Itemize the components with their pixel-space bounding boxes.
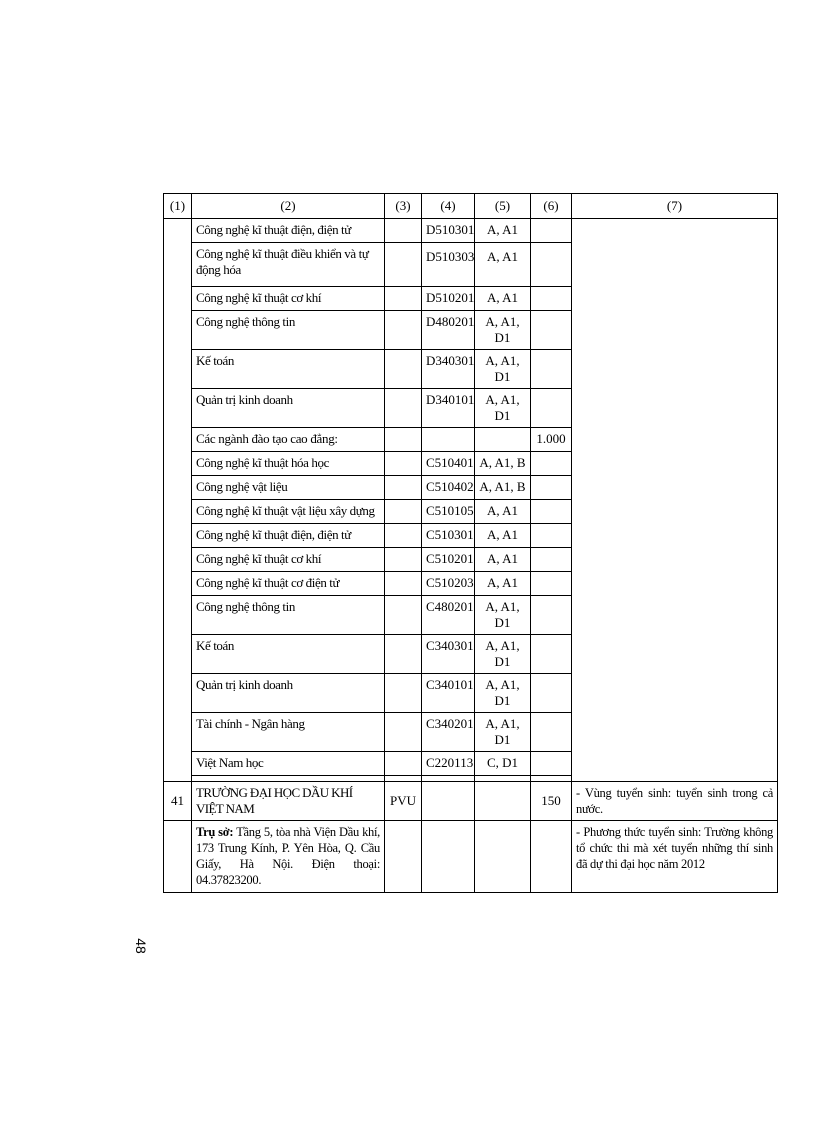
quota-cell	[531, 219, 572, 243]
major-name: Công nghệ vật liệu	[192, 476, 385, 500]
major-code: D340301	[422, 350, 475, 389]
exam-groups: C, D1	[475, 752, 531, 776]
quota-cell	[531, 713, 572, 752]
symbol-cell	[385, 713, 422, 752]
school-index: 41	[164, 782, 192, 821]
exam-groups: A, A1	[475, 243, 531, 287]
major-name: Quản trị kinh doanh	[192, 389, 385, 428]
symbol-cell	[385, 596, 422, 635]
major-name: Tài chính - Ngân hàng	[192, 713, 385, 752]
exam-groups: A, A1, D1	[475, 713, 531, 752]
quota-cell	[531, 524, 572, 548]
exam-groups: A, A1, D1	[475, 635, 531, 674]
code-cell	[422, 782, 475, 821]
quota-cell	[531, 635, 572, 674]
major-code: D510301	[422, 219, 475, 243]
exam-groups: A, A1, D1	[475, 596, 531, 635]
symbol-cell	[385, 311, 422, 350]
major-name: Công nghệ kĩ thuật vật liệu xây dựng	[192, 500, 385, 524]
major-name: Công nghệ kĩ thuật điện, điện tử	[192, 219, 385, 243]
major-code: C220113	[422, 752, 475, 776]
header-col-4: (4)	[422, 194, 475, 219]
groups-cell	[475, 821, 531, 893]
notes-cell-empty	[572, 219, 778, 782]
school-quota: 150	[531, 782, 572, 821]
symbol-cell	[385, 243, 422, 287]
major-name: Công nghệ thông tin	[192, 596, 385, 635]
symbol-cell	[385, 752, 422, 776]
code-cell	[422, 821, 475, 893]
groups-cell	[475, 428, 531, 452]
exam-groups: A, A1, D1	[475, 674, 531, 713]
exam-groups: A, A1, D1	[475, 389, 531, 428]
school-name: TRƯỜNG ĐẠI HỌC DẦU KHÍ VIỆT NAM	[192, 782, 385, 821]
header-col-3: (3)	[385, 194, 422, 219]
school-note-region: - Vùng tuyển sinh: tuyển sinh trong cả nước.	[572, 782, 778, 821]
symbol-cell	[385, 287, 422, 311]
header-col-6: (6)	[531, 194, 572, 219]
table-row	[164, 219, 778, 243]
code-cell	[422, 428, 475, 452]
major-code: C340301	[422, 635, 475, 674]
quota-cell	[531, 548, 572, 572]
header-row	[164, 194, 778, 219]
major-name: Công nghệ thông tin	[192, 311, 385, 350]
major-name: Việt Nam học	[192, 752, 385, 776]
exam-groups: A, A1, D1	[475, 311, 531, 350]
quota-cell	[531, 476, 572, 500]
major-name: Kế toán	[192, 350, 385, 389]
major-name: Công nghệ kĩ thuật cơ khí	[192, 287, 385, 311]
major-code: C510201	[422, 548, 475, 572]
major-name: Công nghệ kĩ thuật hóa học	[192, 452, 385, 476]
major-code: C340101	[422, 674, 475, 713]
quota-cell	[531, 674, 572, 713]
major-code: C480201	[422, 596, 475, 635]
exam-groups: A, A1	[475, 219, 531, 243]
major-code: C510301	[422, 524, 475, 548]
header-col-2: (2)	[192, 194, 385, 219]
exam-groups: A, A1, B	[475, 452, 531, 476]
quota-cell	[531, 821, 572, 893]
index-cell-empty	[164, 821, 192, 893]
quota-cell	[531, 389, 572, 428]
major-name: Công nghệ kĩ thuật cơ điện tử	[192, 572, 385, 596]
exam-groups: A, A1	[475, 500, 531, 524]
major-name: Kế toán	[192, 635, 385, 674]
quota-cell	[531, 596, 572, 635]
symbol-cell	[385, 350, 422, 389]
symbol-cell	[385, 674, 422, 713]
major-code: C340201	[422, 713, 475, 752]
major-code: D510303	[422, 243, 475, 287]
exam-groups: A, A1, D1	[475, 350, 531, 389]
school-note-method: - Phương thức tuyển sinh: Trường không tổ chức thi mà xét tuyển những thí sinh đã dự thi đại học năm 2012	[572, 821, 778, 893]
major-name: Công nghệ kĩ thuật điện, điện tử	[192, 524, 385, 548]
symbol-cell	[385, 635, 422, 674]
symbol-cell	[385, 548, 422, 572]
major-name: Quản trị kinh doanh	[192, 674, 385, 713]
quota-cell	[531, 752, 572, 776]
symbol-cell	[385, 428, 422, 452]
index-cell-empty	[164, 219, 192, 782]
college-quota: 1.000	[531, 428, 572, 452]
quota-cell	[531, 243, 572, 287]
school-address-row	[164, 821, 778, 893]
quota-cell	[531, 500, 572, 524]
major-name: Công nghệ kĩ thuật điều khiển và tự động hóa	[192, 243, 385, 287]
quota-cell	[531, 311, 572, 350]
quota-cell	[531, 452, 572, 476]
exam-groups: A, A1, B	[475, 476, 531, 500]
header-col-7: (7)	[572, 194, 778, 219]
quota-cell	[531, 350, 572, 389]
major-code: D480201	[422, 311, 475, 350]
symbol-cell	[385, 219, 422, 243]
school-address	[192, 821, 385, 893]
major-code: C510203	[422, 572, 475, 596]
address-label: Trụ sở:	[196, 825, 234, 839]
exam-groups: A, A1	[475, 548, 531, 572]
address-text: Tầng 5, tòa nhà Viện Dầu khí, 173 Trung Kính, P. Yên Hòa, Q. Cầu Giấy, Hà Nội. Điện thoại: 04.37823200.	[196, 825, 380, 887]
admissions-table	[163, 193, 778, 893]
page-number: 48	[132, 938, 149, 954]
exam-groups: A, A1	[475, 572, 531, 596]
school-symbol: PVU	[385, 782, 422, 821]
symbol-cell	[385, 524, 422, 548]
symbol-cell	[385, 452, 422, 476]
symbol-cell	[385, 500, 422, 524]
symbol-cell	[385, 572, 422, 596]
symbol-cell	[385, 476, 422, 500]
major-code: D510201	[422, 287, 475, 311]
header-col-1: (1)	[164, 194, 192, 219]
college-section-title: Các ngành đào tạo cao đẳng:	[192, 428, 385, 452]
major-code: C510402	[422, 476, 475, 500]
major-code: C510401	[422, 452, 475, 476]
header-col-5: (5)	[475, 194, 531, 219]
major-code: C510105	[422, 500, 475, 524]
quota-cell	[531, 572, 572, 596]
major-name: Công nghệ kĩ thuật cơ khí	[192, 548, 385, 572]
school-row	[164, 782, 778, 821]
major-code: D340101	[422, 389, 475, 428]
symbol-cell	[385, 389, 422, 428]
symbol-cell	[385, 821, 422, 893]
exam-groups: A, A1	[475, 287, 531, 311]
quota-cell	[531, 287, 572, 311]
groups-cell	[475, 782, 531, 821]
exam-groups: A, A1	[475, 524, 531, 548]
